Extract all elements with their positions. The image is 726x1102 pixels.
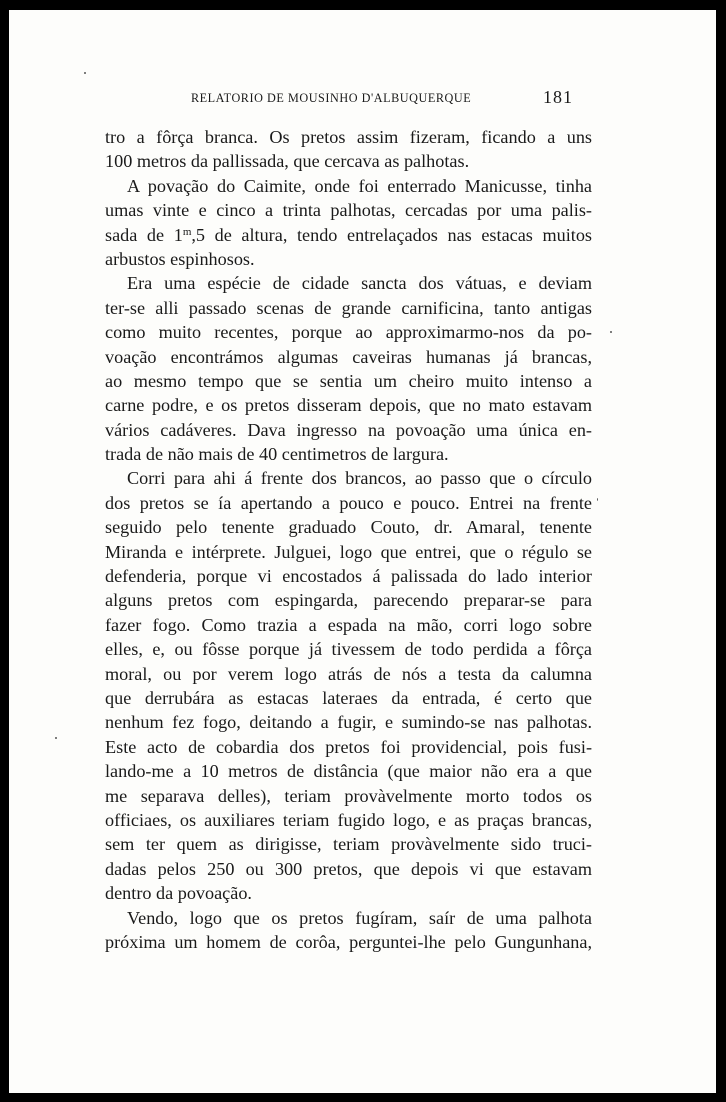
text-line: tro a fôrça branca. Os pretos assim fizeram, ficando a uns — [105, 127, 592, 147]
text-line: lando-me a 10 metros de distância (que maior não era a que — [105, 761, 592, 782]
text-line: trada de não mais de 40 centimetros de largura. — [105, 444, 449, 465]
unit-superscript: m — [182, 225, 192, 238]
line-start-text: sada de 1 — [105, 224, 183, 245]
text-line: dos pretos se ía apertando a pouco e pouco. Entrei na frente — [105, 492, 592, 513]
paragraph-start-line: A povação do Caimite, onde foi enterrado Manicusse, tinha — [127, 175, 592, 196]
text-line: nenhum fez fogo, deitando a fugir, e sumindo-se nas palhotas. — [105, 712, 592, 733]
text-line: que derrubára as estacas lateraes da entrada, é certo que — [105, 687, 592, 708]
text-line: sem ter quem as dirigisse, teriam provàvelmente sido truci- — [105, 834, 592, 855]
text-line: ter-se alli passado scenas de grande carnificina, tanto antigas — [105, 297, 592, 318]
text-line: moral, ou por verem logo atrás de nós a testa da calumna — [105, 663, 592, 684]
text-line: ao mesmo tempo que se sentia um cheiro muito intenso a — [105, 370, 592, 391]
book-page — [9, 10, 716, 1093]
paragraph-start-line: Era uma espécie de cidade sancta dos vátuas, e deviam — [127, 273, 592, 294]
page-number: 181 — [543, 87, 573, 107]
paragraph-start-line: Vendo, logo que os pretos fugíram, saír de uma palhota — [127, 907, 592, 928]
text-line: officiaes, os auxiliares teriam fugido logo, e as praças brancas, — [105, 809, 592, 830]
paper-speck — [84, 72, 86, 74]
body-text — [105, 125, 592, 954]
text-line: 100 metros da pallissada, que cercava as palhotas. — [105, 151, 470, 172]
text-line: alguns pretos com espingarda, parecendo preparar-se para — [105, 590, 592, 611]
text-line: carne podre, e os pretos disseram depois, que no mato estavam — [105, 395, 592, 416]
text-line: elles, e, ou fôsse porque já tivessem de todo perdida a fôrça — [105, 639, 592, 660]
running-title: RELATORIO DE MOUSINHO D'ALBUQUERQUE — [191, 91, 472, 105]
text-line: dentro da povoação. — [105, 883, 252, 904]
text-line-with-superscript — [105, 223, 592, 247]
text-line: Miranda e intérprete. Julguei, logo que entrei, que o régulo se — [105, 541, 592, 562]
text-line: fazer fogo. Como trazia a espada na mão, corri logo sobre — [105, 614, 592, 635]
text-line: dadas pelos 250 ou 300 pretos, que depois vi que estavam — [105, 858, 592, 879]
text-line: próxima um homem de corôa, perguntei-lhe pelo Gungunhana, — [105, 931, 592, 952]
paper-speck — [55, 737, 57, 739]
text-line: seguido pelo tenente graduado Couto, dr. Amaral, tenente — [105, 517, 592, 538]
text-line: defenderia, porque vi encostados á palissada do lado interior — [105, 566, 592, 587]
paper-speck — [597, 498, 598, 501]
text-line: como muito recentes, porque ao approximarmo-nos da po- — [105, 322, 592, 343]
text-line: voação encontrámos algumas caveiras humanas já brancas, — [105, 346, 592, 367]
text-line: me separava delles), teriam provàvelmente morto todos os — [105, 785, 592, 806]
text-line: vários cadáveres. Dava ingresso na povoação uma única en- — [105, 419, 592, 440]
paper-speck — [610, 331, 612, 333]
paragraph-start-line: Corri para ahi á frente dos brancos, ao passo que o círculo — [127, 468, 592, 489]
text-line: umas vinte e cinco a trinta palhotas, cercadas por uma palis- — [105, 200, 592, 221]
running-head — [9, 88, 716, 110]
line-rest-text: ,5 de altura, tendo entrelaçados nas estacas muitos — [191, 224, 592, 245]
text-line: Este acto de cobardia dos pretos foi providencial, pois fusi- — [105, 736, 592, 757]
text-line: arbustos espinhosos. — [105, 248, 255, 269]
